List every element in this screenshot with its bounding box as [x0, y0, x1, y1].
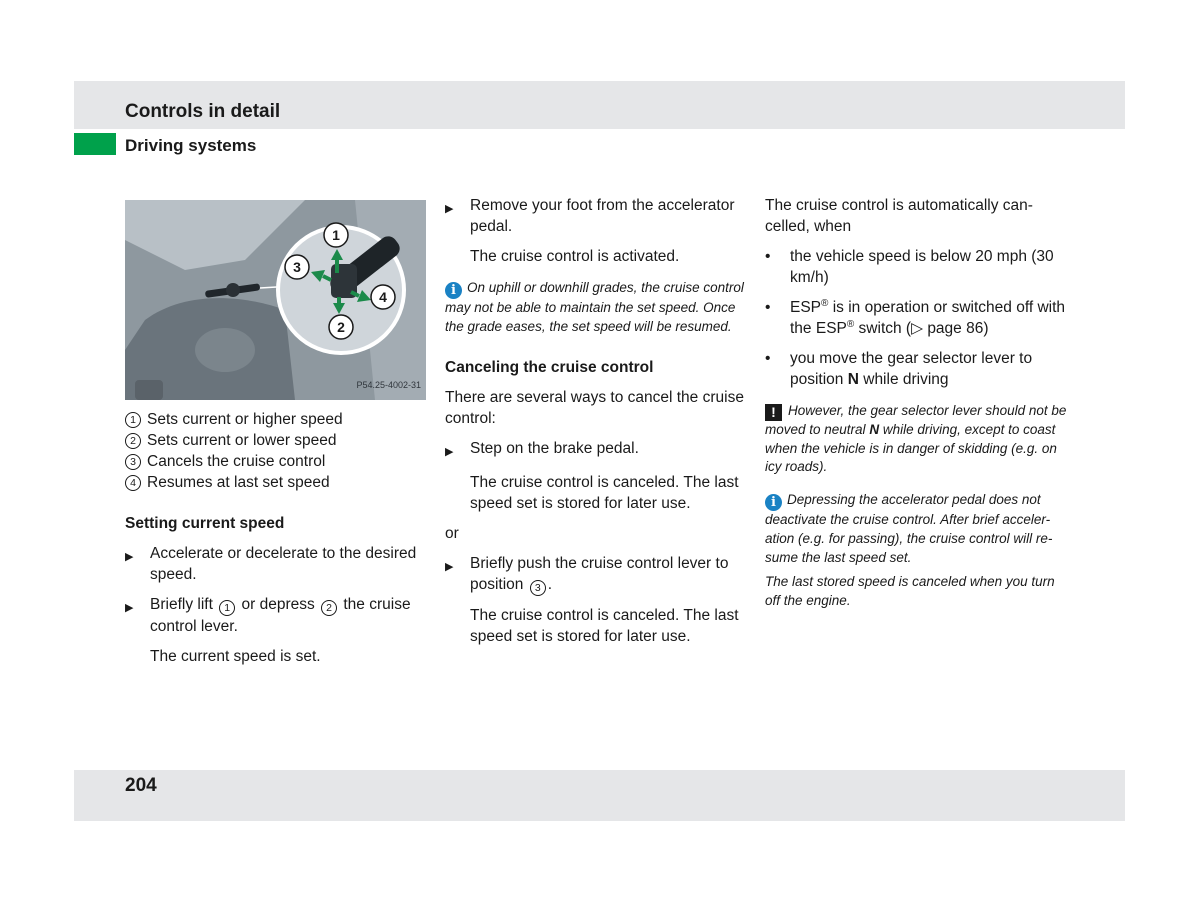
bullet-text-part: while driving: [858, 371, 949, 388]
instruction-step: [445, 438, 747, 463]
step-result: The current speed is set.: [150, 648, 321, 665]
bullet-text-part: is in operation or switched off with the ESP: [790, 299, 1066, 337]
warning-text-part: However, the gear selector lever should not be moved to neutral: [765, 403, 1067, 437]
info-note-text: On uphill or downhill grades, the cruise control may not be able to maintain the set speed. Once the grade eases, the set speed will be resumed.: [445, 280, 744, 334]
legend-number: 1: [125, 412, 141, 428]
setting-speed-heading: Setting current speed: [125, 515, 285, 532]
step-text-part: .: [547, 576, 553, 594]
registered-mark: ®: [821, 297, 829, 309]
lever-illustration-graphic: [125, 200, 426, 400]
bullet-text: [790, 297, 1067, 339]
callout-4-label: 4: [379, 289, 387, 305]
bullet-text: [790, 348, 1067, 390]
column-middle: [445, 195, 747, 647]
legend-number: 2: [125, 433, 141, 449]
bullet-text: the vehicle speed is below 20 mph (30 km/h): [790, 248, 1054, 286]
step-text-part: Briefly push the cruise control lever to position: [470, 555, 729, 594]
callout-3-label: 3: [293, 259, 301, 275]
footer-band: [74, 770, 1125, 821]
bullet-text-part: switch (▷ page 86): [854, 320, 989, 337]
step-text: [150, 594, 427, 637]
bullet-dot: •: [765, 248, 771, 265]
info-icon: i: [765, 494, 782, 511]
warning-text-part: while driving, except to coast when the vehicle is in danger of skidding (e.g. on icy roads).: [765, 422, 1057, 475]
legend-text: Sets current or higher speed: [147, 411, 343, 428]
step-text-part: or depress: [241, 596, 315, 613]
step-text: Accelerate or decelerate to the desired speed.: [150, 545, 417, 583]
step-arrow-icon: ▶: [445, 203, 454, 215]
legend-text: Sets current or lower speed: [147, 432, 337, 449]
inline-number: 1: [219, 600, 235, 616]
bullet-dot: •: [765, 350, 771, 367]
or-text: or: [445, 525, 459, 543]
step-text: Remove your foot from the accelerator pedal.: [470, 197, 735, 235]
info-note: [445, 279, 747, 336]
inline-number: 3: [530, 580, 546, 596]
auto-cancel-intro: The cruise control is automatically can-celled, when: [765, 197, 1033, 235]
warning-note: [765, 402, 1067, 477]
instruction-step: [125, 594, 427, 637]
bullet-item: [765, 246, 1067, 288]
callout-1-label: 1: [332, 227, 340, 243]
step-result: The cruise control is canceled. The last speed set is stored for later use.: [470, 607, 739, 646]
canceling-intro: There are several ways to cancel the cruise control:: [445, 389, 744, 428]
info-note: [765, 491, 1067, 567]
step-text-part: the cruise control lever.: [150, 596, 411, 635]
gear-position: N: [847, 371, 859, 388]
step-arrow-icon: ▶: [445, 446, 454, 459]
page-number: 204: [125, 775, 157, 796]
step-text: Step on the brake pedal.: [470, 440, 639, 458]
legend-item: [125, 472, 427, 493]
legend-number: 4: [125, 475, 141, 491]
inline-number: 2: [321, 600, 337, 616]
figure-code: P54.25-4002-31: [356, 380, 421, 390]
legend-text: Resumes at last set speed: [147, 474, 330, 491]
legend-number: 3: [125, 454, 141, 470]
registered-mark: ®: [846, 318, 855, 330]
step-text-part: Briefly lift: [150, 596, 213, 613]
bullet-text-part: you move the gear selector lever to position: [790, 350, 1033, 388]
step-arrow-icon: ▶: [125, 551, 134, 563]
canceling-heading: Canceling the cruise control: [445, 359, 654, 377]
bullet-item: [765, 348, 1067, 390]
column-left: [125, 195, 427, 667]
legend-text: Cancels the cruise control: [147, 453, 326, 470]
column-right: [765, 195, 1067, 611]
info-note-text: Depressing the accelerator pedal does not deactivate the cruise control. After brief acceler-ation (e.g. for passing), the cruise control will re-sume the last speed set.: [765, 492, 1053, 565]
bullet-text-part: ESP: [790, 299, 822, 316]
step-result: The cruise control is activated.: [470, 248, 680, 265]
legend-item: [125, 430, 427, 451]
section-title: Controls in detail: [125, 101, 281, 122]
bullet-item: [765, 297, 1067, 339]
bullet-dot: •: [765, 299, 771, 316]
instruction-step: [445, 553, 747, 596]
step-arrow-icon: ▶: [445, 561, 454, 574]
legend-item: [125, 451, 427, 472]
stored-speed-note: The last stored speed is canceled when you turn off the engine.: [765, 574, 1055, 608]
legend-item: [125, 409, 427, 430]
step-arrow-icon: ▶: [125, 602, 134, 614]
step-text: [470, 553, 747, 596]
step-result: The cruise control is canceled. The last speed set is stored for later use.: [470, 474, 739, 513]
gear-position: N: [869, 422, 880, 437]
subsection-title: Driving systems: [125, 136, 257, 155]
cruise-control-lever-illustration: [125, 200, 426, 400]
info-icon: i: [445, 282, 462, 299]
warning-icon: !: [765, 404, 782, 421]
instruction-step: [125, 543, 427, 585]
legend: [125, 409, 427, 493]
callout-2-label: 2: [337, 319, 345, 335]
section-color-tab: [74, 133, 116, 155]
instruction-step: [445, 195, 747, 237]
